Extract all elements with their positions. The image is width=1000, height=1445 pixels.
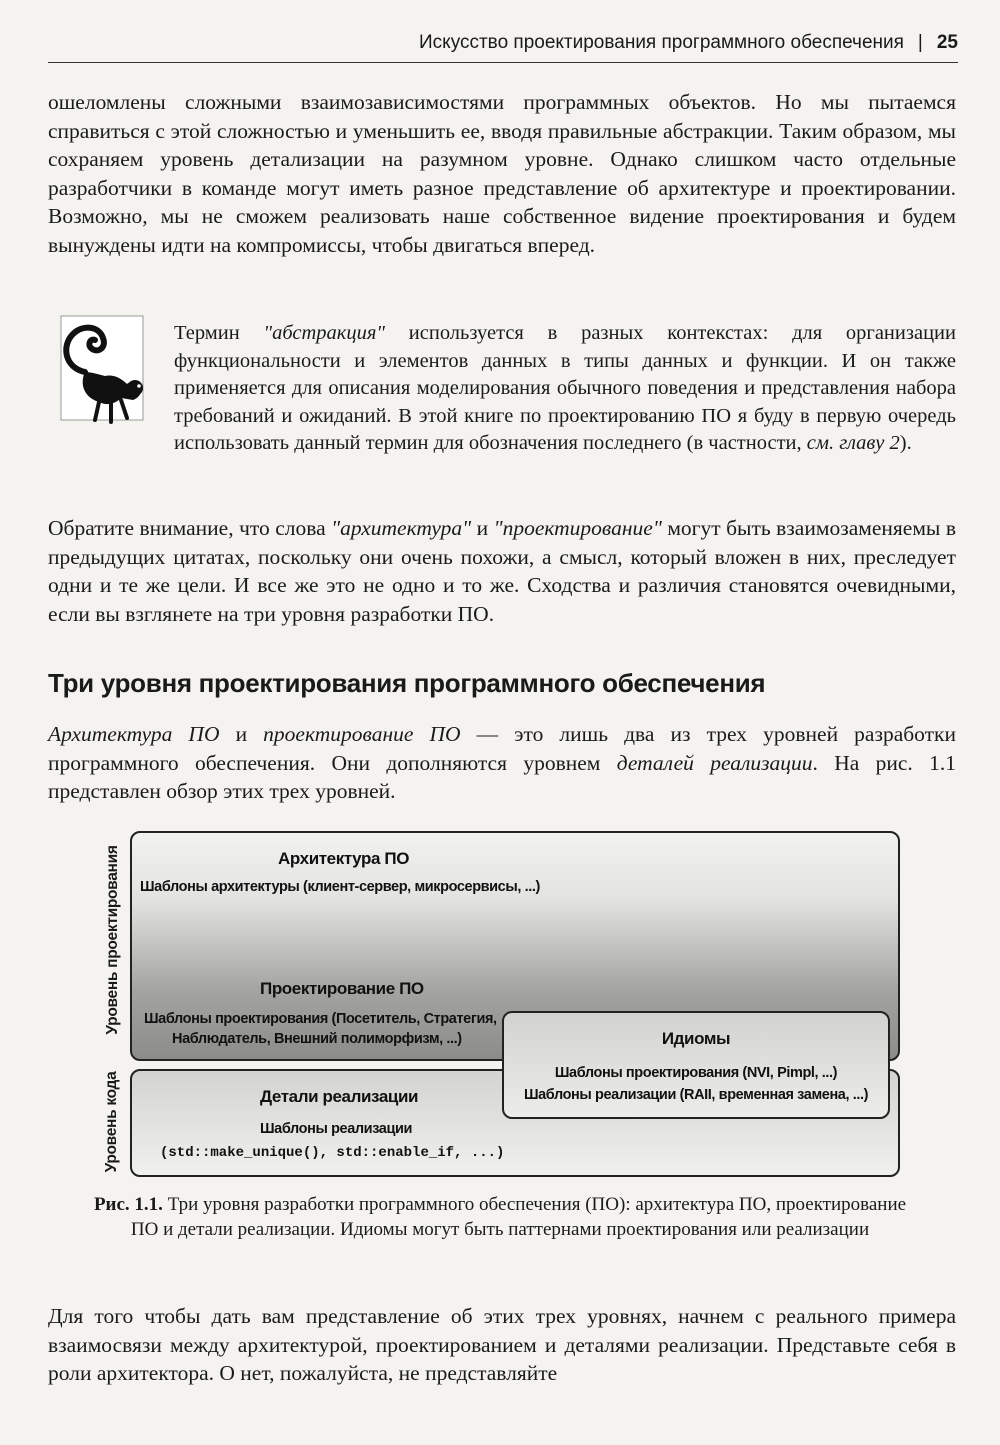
- architecture-title: Архитектура ПО: [278, 849, 410, 868]
- figure-software-levels: [90, 825, 910, 1180]
- idioms-title: Идиомы: [661, 1029, 731, 1048]
- paragraph-3: Архитектура ПО и проектирование ПО — это лишь два из трех уровней разработки программного обеспечения. Они дополняются уровнем деталей реализации. На рис. 1.1 представлен обзор этих трех уровней.: [48, 722, 956, 803]
- design-patterns-line1: Шаблоны проектирования (Посетитель, Стратегия,: [144, 1011, 497, 1027]
- implementation-code-examples: (std::make_unique(), std::enable_if, ...): [160, 1145, 505, 1161]
- figure-caption: Рис. 1.1. Три уровня разработки программного обеспечения (ПО): архитектура ПО, проектирование ПО и детали реализации. Идиомы могут быть паттернами проектирования или реализации: [93, 1194, 907, 1240]
- section-heading: Три уровня проектирования программного обеспечения: [48, 668, 766, 698]
- page-number: 25: [936, 32, 958, 53]
- architecture-patterns: Шаблоны архитектуры (клиент-сервер, микросервисы, ...): [140, 879, 540, 895]
- idioms-line2: Шаблоны реализации (RAII, временная замена, ...): [523, 1087, 869, 1103]
- header-separator: |: [917, 32, 923, 53]
- design-level-label: Уровень проектирования: [104, 845, 121, 1035]
- design-title: Проектирование ПО: [260, 979, 424, 998]
- design-patterns-line2: Наблюдатель, Внешний полиморфизм, ...): [172, 1031, 462, 1047]
- running-title: Искусство проектирования программного обеспечения: [419, 32, 904, 53]
- idioms-box: [502, 1011, 890, 1119]
- paragraph-1: ошеломлены сложными взаимозависимостями программных объектов. Но мы пытаемся справиться с этой сложностью и уменьшить ее, вводя правильные абстракции. Таким образом, мы сохраняем уровень детализации на разумном уровне. Однако слишком часто отдельные разработчики в команде могут иметь разное представление об архитектуре и проектировании. Возможно, мы не сможем реализовать наше собственное видение проектирования и будем вынуждены идти на компромиссы, чтобы двигаться вперед.: [48, 90, 956, 257]
- page-header: [48, 32, 958, 63]
- note-text: Термин "абстракция" используется в разных контекстах: для организации функциональности и элементов данных в типы данных и функции. И он также применяется для описания моделирования обычного поведения и представления набора требований и ожиданий. В этой книге по проектированию ПО я буду в первую очередь использовать данный термин для обозначения последнего (в частности, см. главу 2).: [174, 322, 956, 455]
- implementation-title: Детали реализации: [260, 1087, 419, 1106]
- paragraph-2: Обратите внимание, что слова "архитектура" и "проектирование" могут быть взаимозаменяемы в предыдущих цитатах, поскольку они очень похожи, а смысл, который вложен в них, преследует одни и те же цели. И все же это не одно и то же. Сходства и различия становятся очевидными, если вы взглянете на три уровня разработки ПО.: [48, 516, 956, 626]
- paragraph-4: Для того чтобы дать вам представление об этих трех уровнях, начнем с реального примера взаимосвязи между архитектурой, проектированием и деталями реализации. Представьте себя в роли архитектора. О нет, пожалуйста, не представляйте: [48, 1304, 956, 1385]
- implementation-patterns: Шаблоны реализации: [260, 1121, 413, 1137]
- lemur-icon: [55, 310, 155, 440]
- code-level-label: Уровень кода: [103, 1071, 120, 1173]
- idioms-line1: Шаблоны проектирования (NVI, Pimpl, ...): [554, 1065, 838, 1081]
